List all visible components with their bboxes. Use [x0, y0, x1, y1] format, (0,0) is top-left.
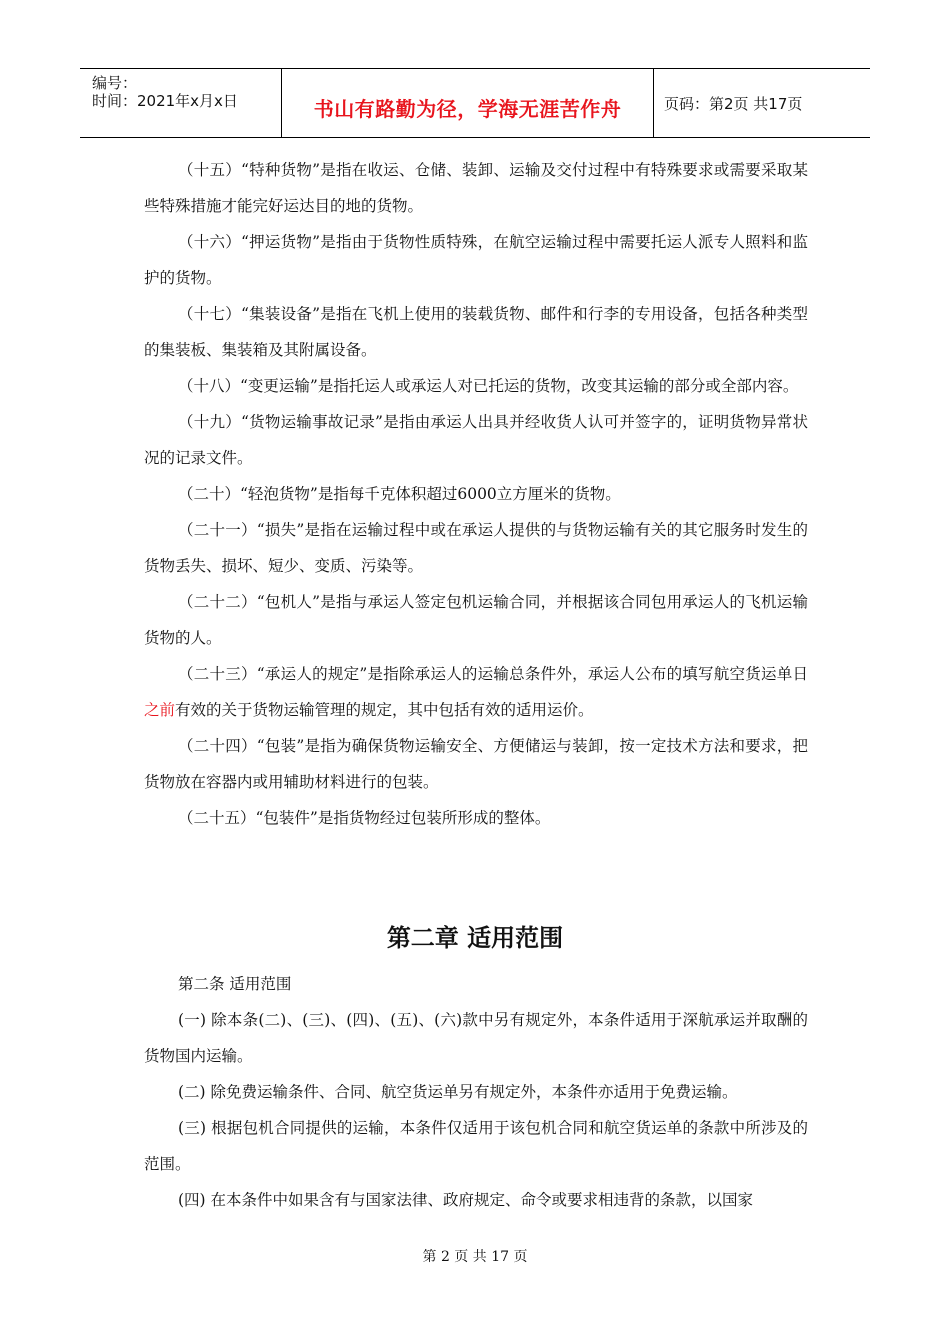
definition-paragraph: （十八）“变更运输”是指托运人或承运人对已托运的货物，改变其运输的部分或全部内容。	[178, 377, 799, 395]
header-motto-cell	[281, 69, 654, 137]
document-number-label: 编号：	[92, 74, 138, 92]
para23-text-after: 有效的关于货物运输管理的规定，其中包括有效的适用运价。	[175, 701, 594, 719]
definition-paragraph: （二十一）“损失”是指在运输过程中或在承运人提供的与货物运输有关的其它服务时发生的货物丢失、损坏、短少、变质、污染等。	[144, 521, 808, 575]
definition-paragraph: （二十四）“包装”是指为确保货物运输安全、方便储运与装卸，按一定技术方法和要求，把货物放在容器内或用辅助材料进行的包装。	[144, 737, 808, 791]
definition-paragraph: （二十五）“包装件”是指货物经过包装所形成的整体。	[178, 809, 551, 827]
page-header	[80, 68, 870, 138]
definition-paragraph: （十五）“特种货物”是指在收运、仓储、装卸、运输及交付过程中有特殊要求或需要采取某些特殊措施才能完好运达目的地的货物。	[144, 161, 808, 215]
definition-paragraph: （二十二）“包机人”是指与承运人签定包机运输合同，并根据该合同包用承运人的飞机运输货物的人。	[144, 593, 808, 647]
definition-paragraph: （十九）“货物运输事故记录”是指由承运人出具并经收货人认可并签字的，证明货物异常状况的记录文件。	[144, 413, 808, 467]
article-clause: (三) 根据包机合同提供的运输，本条件仅适用于该包机合同和航空货运单的条款中所涉及的范围。	[144, 1119, 808, 1173]
header-motto: 书山有路勤为径，学海无涯苦作舟	[313, 97, 622, 121]
article-clause: (二) 除免费运输条件、合同、航空货运单另有规定外，本条件亦适用于免费运输。	[178, 1083, 738, 1101]
document-date-label: 时间：2021年x月x日	[92, 92, 238, 110]
definition-paragraph: （二十）“轻泡货物”是指每千克体积超过6000立方厘米的货物。	[178, 485, 621, 503]
article-clause: (一) 除本条(二)、(三)、(四)、(五)、(六)款中另有规定外，本条件适用于深航承运并取酬的货物国内运输。	[144, 1011, 808, 1065]
para23-text-before: （二十三）“承运人的规定”是指除承运人的运输总条件外，承运人公布的填写航空货运单日	[178, 665, 808, 683]
definition-paragraph: （十七）“集装设备”是指在飞机上使用的装载货物、邮件和行李的专用设备，包括各种类型的集装板、集装箱及其附属设备。	[144, 305, 808, 359]
definition-paragraph-23	[144, 656, 808, 728]
scope-section	[144, 966, 808, 1218]
header-meta	[80, 69, 281, 137]
definitions-section	[144, 152, 808, 836]
definition-paragraph: （十六）“押运货物”是指由于货物性质特殊，在航空运输过程中需要托运人派专人照料和监护的货物。	[144, 233, 808, 287]
para23-highlight: 之前	[144, 701, 176, 719]
page-footer: 第 2 页 共 17 页	[422, 1249, 528, 1265]
header-page-info: 页码：第2页 共17页	[664, 95, 803, 113]
article-clause: (四) 在本条件中如果含有与国家法律、政府规定、命令或要求相违背的条款，以国家	[178, 1191, 754, 1209]
article-heading: 第二条 适用范围	[178, 975, 292, 993]
chapter-title: 第二章 适用范围	[386, 924, 564, 952]
